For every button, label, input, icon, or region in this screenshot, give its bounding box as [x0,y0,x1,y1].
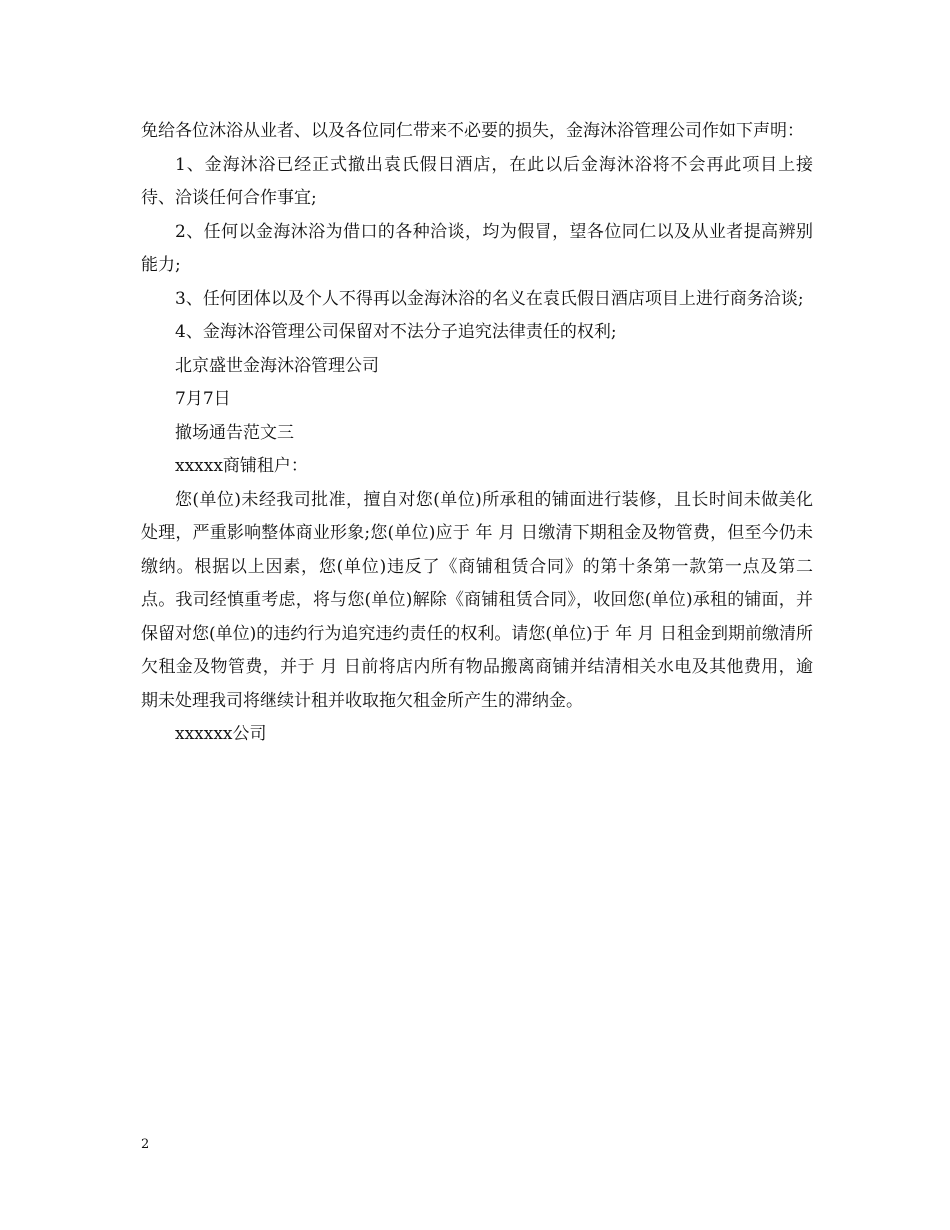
signature-company: 北京盛世金海沐浴管理公司 [175,355,379,376]
section-heading: 撤场通告范文三 [175,422,294,443]
page-number: 2 [141,1137,150,1152]
paragraph-item-3: 3、任何团体以及个人不得再以金海沐浴的名义在袁氏假日酒店项目上进行商务洽谈; [175,288,804,309]
paragraph-intro-continuation: 免给各位沐浴从业者、以及各位同仁带来不必要的损失，金海沐浴管理公司作如下声明： [141,121,804,141]
signature-date: 7月7日 [175,389,231,409]
salutation: xxxxx商铺租户： [175,456,308,476]
paragraph-item-1: 1、金海沐浴已经正式撤出袁氏假日酒店，在此以后金海沐浴将不会再此项目上接待、洽谈任何合作事宜; [141,154,813,208]
notice-body: 您(单位)未经我司批准，擅自对您(单位)所承租的铺面进行装修，且长时间未做美化处理，严重影响整体商业形象;您(单位)应于 年 月 日缴清下期租金及物管费，但至今仍未缴纳。根据以上因素，您(单位)违反了《商铺租赁合同》的第十条第一款第一点及第二点。我司经慎重考虑，将与您(单位)解除《商铺租赁合同》，收回您(单位)承租的铺面，并保留对您(单位)的违约行为追究违约责任的权利。请您(单位)于 年 月 日租金到期前缴清所欠租金及物管费，并于 月 日前将店内所有物品搬离商铺并结清相关水电及其他费用，逾期未处理我司将继续计租并收取拖欠租金所产生的滞纳金。 [141,489,813,711]
document-body [141,115,813,752]
notice-signature: xxxxxx公司 [175,724,267,744]
paragraph-item-2: 2、任何以金海沐浴为借口的各种洽谈，均为假冒，望各位同仁以及从业者提高辨别能力; [141,221,813,275]
paragraph-item-4: 4、金海沐浴管理公司保留对不法分子追究法律责任的权利; [175,322,617,342]
